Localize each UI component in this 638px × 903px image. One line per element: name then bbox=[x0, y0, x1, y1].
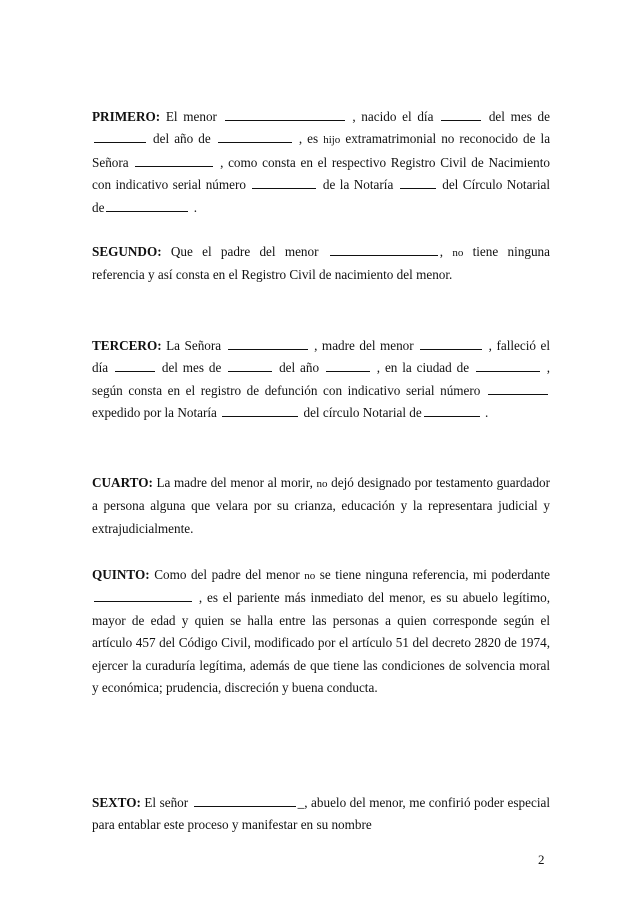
text: expedido por la Notaría bbox=[92, 405, 217, 421]
page-number: 2 bbox=[538, 852, 545, 867]
text: La madre del menor al morir, bbox=[156, 475, 313, 490]
text: del mes de bbox=[161, 360, 222, 376]
text: tiene ninguna referencia y así consta en el Registro Civil de nacimiento del menor. bbox=[92, 244, 550, 283]
heading-quinto: QUINTO: bbox=[92, 567, 150, 582]
blank-field bbox=[222, 405, 298, 417]
blank-field bbox=[400, 177, 436, 189]
text: no bbox=[304, 570, 316, 582]
text: mi poderdante bbox=[472, 567, 551, 582]
blank-field bbox=[420, 338, 482, 350]
text: , es el pariente más inmediato del menor, es su abuelo legítimo, mayor de edad y quien se halla entre las personas a quien corresponde según el artículo 457 del Código Civil, modificado por el artículo 51 del decreto 2820 de 1974, ejercer la curaduría legítima, además de que tiene las condiciones de solvencia moral y económica; prudencia, discreción y buena conducta. bbox=[92, 590, 550, 696]
heading-cuarto: CUARTO: bbox=[92, 475, 153, 490]
text: El menor bbox=[165, 109, 217, 124]
text: , madre del menor bbox=[314, 338, 414, 353]
text: no bbox=[452, 247, 464, 259]
blank-field bbox=[326, 360, 370, 372]
text: Que el padre del menor bbox=[170, 244, 319, 259]
text: . bbox=[485, 405, 489, 421]
heading-sexto: SEXTO: bbox=[92, 795, 141, 810]
text: _, abuelo del menor, me confirió poder especial para entablar este proceso y manifestar en su nombre bbox=[92, 795, 551, 833]
text: El señor bbox=[144, 795, 189, 810]
text: , según consta en el registro de defunción con indicativo serial número bbox=[92, 360, 551, 398]
blank-field bbox=[135, 155, 213, 167]
text: extramatrimonial no reconocido de la Señora bbox=[92, 131, 551, 170]
text: , en la ciudad de bbox=[376, 360, 470, 376]
text: , es bbox=[298, 131, 319, 147]
text: , falleció el día bbox=[92, 338, 551, 376]
blank-field bbox=[488, 383, 548, 395]
text: , nacido el día bbox=[352, 109, 434, 124]
text: de la Notaría bbox=[322, 177, 394, 193]
blank-field bbox=[228, 338, 308, 350]
text: La Señora bbox=[166, 338, 222, 353]
text: , como consta en el respectivo Registro Civil de Nacimiento con indicativo serial número bbox=[92, 154, 550, 193]
text: del círculo Notarial de bbox=[303, 405, 422, 421]
blank-field bbox=[228, 360, 272, 372]
blank-field bbox=[424, 405, 480, 417]
blank-field bbox=[194, 795, 296, 807]
text: Como del padre del menor bbox=[154, 567, 300, 582]
text: . bbox=[193, 199, 198, 215]
blank-field bbox=[94, 590, 192, 602]
blank-field bbox=[115, 360, 155, 372]
heading-tercero: TERCERO: bbox=[92, 338, 162, 353]
text: , bbox=[439, 244, 444, 259]
blank-field bbox=[476, 360, 540, 372]
blank-field bbox=[106, 200, 188, 212]
paragraph-tercero bbox=[92, 335, 550, 425]
text: del Círculo Notarial de bbox=[92, 177, 550, 215]
text: no bbox=[316, 478, 328, 490]
blank-field bbox=[218, 131, 292, 143]
heading-segundo: SEGUNDO: bbox=[92, 244, 162, 259]
text: dejó designado por testamento guardador a persona alguna que velara por su crianza, educación y la representara judicial y extrajudicialmente. bbox=[92, 475, 551, 536]
paragraph-primero bbox=[92, 106, 550, 219]
paragraph-cuarto bbox=[92, 472, 550, 540]
blank-field bbox=[225, 109, 345, 121]
paragraph-segundo bbox=[92, 241, 550, 287]
blank-field bbox=[330, 244, 438, 256]
text: se tiene ninguna referencia, bbox=[319, 567, 469, 582]
blank-field bbox=[94, 131, 146, 143]
blank-field bbox=[252, 177, 316, 189]
text: del año bbox=[279, 360, 320, 376]
paragraph-quinto bbox=[92, 564, 550, 699]
text: del mes de bbox=[488, 109, 551, 124]
heading-primero: PRIMERO: bbox=[92, 109, 161, 124]
paragraph-sexto bbox=[92, 792, 550, 837]
text: del año de bbox=[153, 131, 211, 147]
blank-field bbox=[441, 109, 481, 121]
text: hijo bbox=[323, 134, 341, 147]
